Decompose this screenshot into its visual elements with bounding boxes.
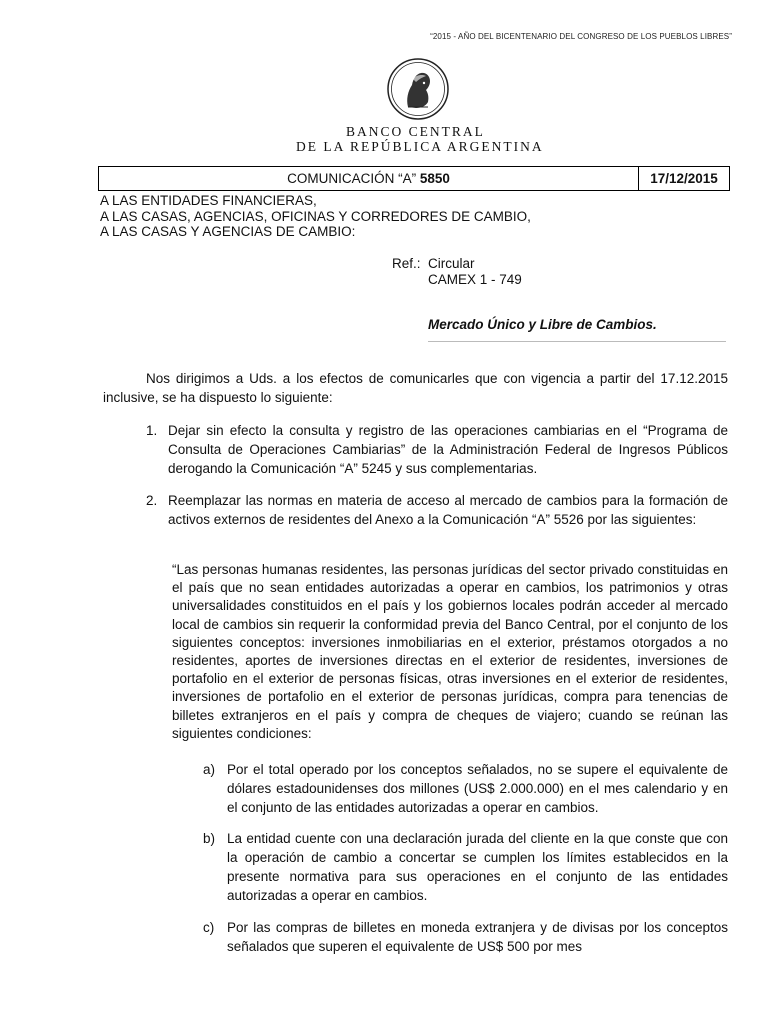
bcra-seal-icon xyxy=(386,57,450,121)
condition-label: a) xyxy=(203,762,216,777)
reference-line2: CAMEX 1 - 749 xyxy=(428,272,522,287)
communication-date: 17/12/2015 xyxy=(650,171,718,186)
quoted-regulation: “Las personas humanas residentes, las personas jurídicas del sector privado constituidas en el país que no sean entidades autorizadas a operar en cambios, los patrimonios y otras universalidades constituidos en el país y los gobiernos locales podrán acceder al mercado local de cambios sin requerir la conformidad previa del Banco Central, por el conjunto de los siguientes conceptos: inversiones inmobiliarias en el exterior, préstamos otorgados a no residentes, aportes de inversiones directas en el exterior de residentes, inversiones de portafolio en el exterior de personas físicas, otras inversiones en el exterior de residentes, inversiones de portafolio en el exterior de personas jurídicas, compra para tenencias de billetes extranjeros en el país y compra de cheques de viajero; cuando se reúnan las siguientes condiciones: xyxy=(172,562,728,741)
condition-text: La entidad cuente con una declaración jurada del cliente en la que conste que con la operación de cambio a concertar se cumplen los límites establecidos en la presente normativa para sus operaciones en el conjunto de las entidades autorizadas a operar en cambios. xyxy=(227,831,728,903)
item-text: Reemplazar las normas en materia de acceso al mercado de cambios para la formación de activos externos de residentes del Anexo a la Comunicación “A” 5526 por las siguientes: xyxy=(168,493,728,527)
addressee-line: A LAS CASAS Y AGENCIAS DE CAMBIO: xyxy=(100,224,356,239)
condition-label: b) xyxy=(203,831,216,846)
addressee-line: A LAS ENTIDADES FINANCIERAS, xyxy=(100,193,317,208)
reference-line1: Circular xyxy=(428,256,475,271)
communication-number: 5850 xyxy=(419,171,450,186)
bank-name-line1: BANCO CENTRAL xyxy=(346,124,485,139)
item-number: 2. xyxy=(146,493,158,508)
subject-title: Mercado Único y Libre de Cambios. xyxy=(428,317,657,332)
reference-label: Ref.: xyxy=(392,256,421,271)
motto-header: “2015 - AÑO DEL BICENTENARIO DEL CONGRESO DE LOS PUEBLOS LIBRES” xyxy=(430,32,732,41)
addressee-line: A LAS CASAS, AGENCIAS, OFICINAS Y CORREDORES DE CAMBIO, xyxy=(100,208,531,224)
communication-title xyxy=(99,167,638,190)
bank-name-line2: DE LA REPÚBLICA ARGENTINA xyxy=(296,139,544,154)
item-number: 1. xyxy=(146,423,158,438)
communication-label: COMUNICACIÓN “A” xyxy=(287,171,417,186)
subject-underline xyxy=(428,341,726,342)
intro-paragraph: Nos dirigimos a Uds. a los efectos de comunicarles que con vigencia a partir del 17.12.2015 inclusive, se ha dispuesto lo siguiente: xyxy=(103,371,728,405)
condition-text: Por el total operado por los conceptos señalados, no se supere el equivalente de dólares estadounidenses dos millones (US$ 2.000.000) en el mes calendario y en el conjunto de las entidades autorizadas a operar en cambios. xyxy=(227,762,728,815)
condition-text: Por las compras de billetes en moneda extranjera y de divisas por los conceptos señalados que superen el equivalente de US$ 500 por mes xyxy=(227,920,728,954)
addressees xyxy=(100,193,531,240)
reference-block xyxy=(392,256,522,288)
communication-box xyxy=(98,166,730,191)
item-text: Dejar sin efecto la consulta y registro de las operaciones cambiarias en el “Programa de Consulta de Operaciones Cambiarias” de la Administración Federal de Ingresos Públicos derogando la Comunicación “A” 5245 y sus complementarias. xyxy=(168,423,728,476)
condition-label: c) xyxy=(203,920,215,935)
